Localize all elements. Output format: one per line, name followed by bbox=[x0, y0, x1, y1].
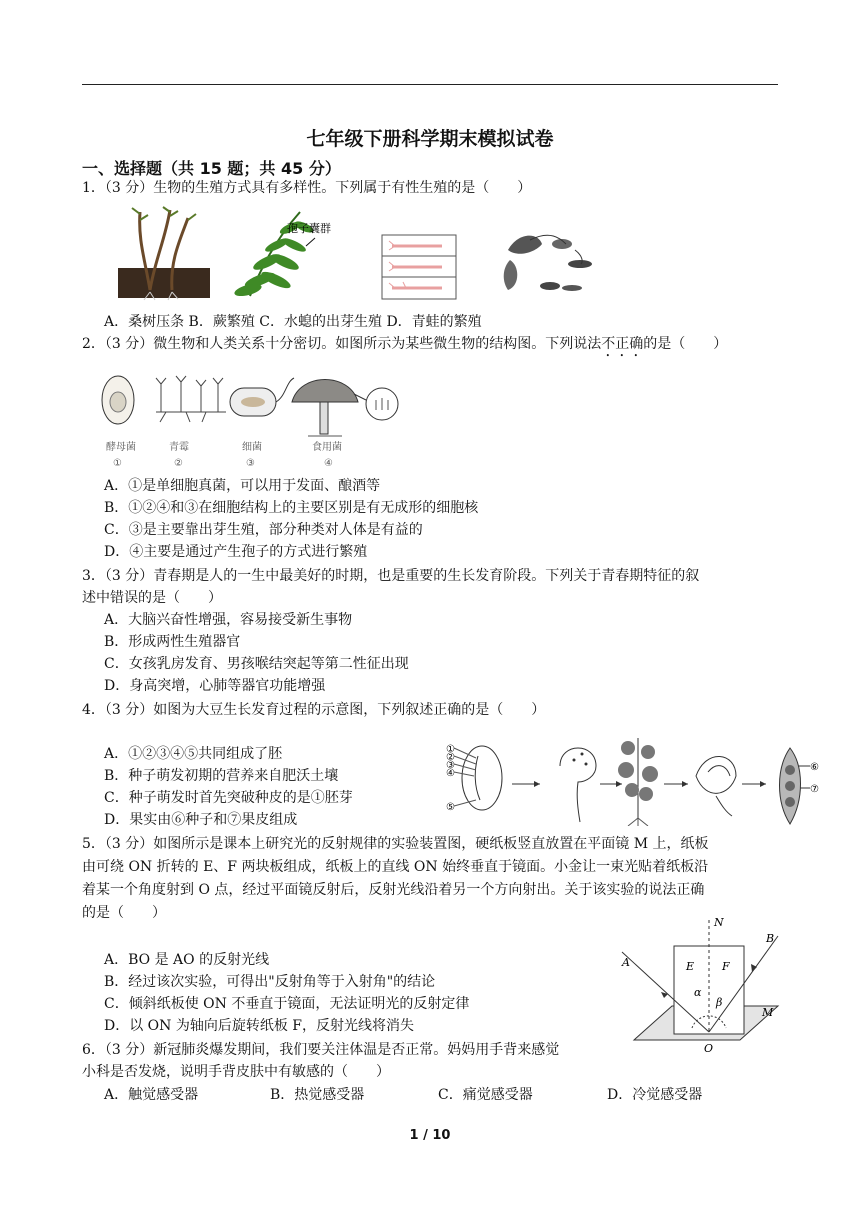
q4-option-d: D．果实由⑥种子和⑦果皮组成 bbox=[104, 812, 298, 828]
num-2: ② bbox=[174, 458, 183, 469]
svg-text:N: N bbox=[714, 916, 724, 929]
svg-text:①: ① bbox=[446, 744, 455, 755]
q2-emphasis: 不正确 bbox=[601, 336, 644, 352]
num-3: ③ bbox=[246, 458, 255, 469]
q3-option-a: A．大脑兴奋性增强，容易接受新生事物 bbox=[104, 612, 353, 628]
q6-stem-line2: 小科是否发烧，说明手背皮肤中有敏感的（ ） bbox=[82, 1064, 390, 1080]
svg-text:B: B bbox=[766, 932, 775, 945]
q2-option-c: C．③是主要靠出芽生殖，部分种类对人体是有益的 bbox=[104, 522, 423, 538]
caption-bacterium: 细菌 bbox=[242, 442, 262, 453]
q3-option-b: B．形成两性生殖器官 bbox=[104, 634, 241, 650]
soybean-seed-image bbox=[446, 744, 502, 813]
q5-stem-line2: 由可绕 ON 折转的 E、F 两块板组成，纸板上的直线 ON 始终垂直于镜面。小金让一束光贴着纸板沿 bbox=[82, 859, 709, 875]
spore-cluster-label: 孢子囊群 bbox=[287, 222, 331, 235]
hydra-budding-image bbox=[382, 235, 456, 299]
q4-option-b: B．种子萌发初期的营养来自肥沃土壤 bbox=[104, 768, 339, 784]
caption-yeast: 酵母菌 bbox=[106, 442, 136, 453]
pod-image bbox=[780, 748, 820, 824]
q5-option-a: A．BO 是 AO 的反射光线 bbox=[104, 952, 270, 968]
germination-image bbox=[560, 748, 596, 822]
q1-stem: 1．（3 分）生物的生殖方式具有多样性。下列属于有性生殖的是（ ） bbox=[82, 180, 532, 196]
svg-text:⑦: ⑦ bbox=[810, 784, 819, 795]
mushroom-image bbox=[292, 380, 398, 437]
q4-stem: 4．（3 分）如图为大豆生长发育过程的示意图，下列叙述正确的是（ ） bbox=[82, 702, 546, 718]
mulberry-layering-image bbox=[118, 207, 210, 300]
frog-lifecycle-image bbox=[504, 235, 592, 291]
penicillium-image bbox=[156, 376, 226, 422]
svg-text:M: M bbox=[762, 1006, 774, 1019]
q1-options: A．桑树压条 B．蕨繁殖 C．水螅的出芽生殖 D．青蛙的繁殖 bbox=[104, 314, 482, 330]
q6-option-d: D．冷觉感受器 bbox=[607, 1087, 703, 1103]
q2-option-d: D．④主要是通过产生孢子的方式进行繁殖 bbox=[104, 544, 368, 560]
fern-image bbox=[233, 212, 331, 298]
yeast-image bbox=[102, 376, 134, 424]
q2-microbe-figure bbox=[96, 366, 406, 472]
q3-option-d: D．身高突增，心肺等器官功能增强 bbox=[104, 678, 326, 694]
q3-option-c: C．女孩乳房发育、男孩喉结突起等第二性征出现 bbox=[104, 656, 409, 672]
bacterium-image bbox=[230, 378, 294, 416]
q6-option-b: B．热觉感受器 bbox=[270, 1087, 365, 1103]
q5-option-c: C．倾斜纸板使 ON 不垂直于镜面，无法证明光的反射定律 bbox=[104, 996, 470, 1012]
svg-text:A: A bbox=[622, 956, 630, 969]
q3-stem-line2: 述中错误的是（ ） bbox=[82, 590, 222, 606]
svg-text:②: ② bbox=[446, 752, 455, 763]
header-rule bbox=[82, 84, 778, 85]
q5-option-b: B．经过该次实验，可得出"反射角等于入射角"的结论 bbox=[104, 974, 436, 990]
exam-title: 七年级下册科学期末模拟试卷 bbox=[306, 128, 554, 150]
svg-text:α: α bbox=[694, 986, 702, 999]
num-4: ④ bbox=[324, 458, 333, 469]
q2-option-b: B．①②④和③在细胞结构上的主要区别是有无成形的细胞核 bbox=[104, 500, 479, 516]
q1-figures bbox=[110, 200, 610, 304]
svg-text:O: O bbox=[704, 1042, 714, 1055]
soybean-plant-image bbox=[618, 738, 658, 826]
svg-text:F: F bbox=[722, 960, 730, 973]
svg-text:E: E bbox=[686, 960, 695, 973]
page-number: 1 / 10 bbox=[409, 1128, 451, 1143]
caption-mushroom: 食用菌 bbox=[312, 442, 342, 453]
num-1: ① bbox=[113, 458, 122, 469]
flower-image bbox=[696, 756, 736, 816]
q4-option-a: A．①②③④⑤共同组成了胚 bbox=[104, 746, 283, 762]
svg-text:③: ③ bbox=[446, 760, 455, 771]
section-heading: 一、选择题（共 15 题；共 45 分） bbox=[82, 159, 341, 178]
q5-reflection-figure bbox=[612, 912, 782, 1060]
q5-option-d: D．以 ON 为轴向后旋转纸板 F，反射光线将消失 bbox=[104, 1018, 415, 1034]
q6-stem-line1: 6．（3 分）新冠肺炎爆发期间，我们要关注体温是否正常。妈妈用手背来感觉 bbox=[82, 1042, 560, 1058]
q6-option-a: A．触觉感受器 bbox=[104, 1087, 199, 1103]
q5-stem-line1: 5．（3 分）如图所示是课本上研究光的反射规律的实验装置图，硬纸板竖直放置在平面镜 M 上，纸板 bbox=[82, 836, 709, 852]
svg-text:④: ④ bbox=[446, 768, 455, 779]
caption-penicillium: 青霉 bbox=[169, 442, 189, 453]
q4-option-c: C．种子萌发时首先突破种皮的是①胚芽 bbox=[104, 790, 353, 806]
q3-stem-line1: 3．（3 分）青春期是人的一生中最美好的时期，也是重要的生长发育阶段。下列关于青春期特征的叙 bbox=[82, 568, 700, 584]
q5-stem-line4: 的是（ ） bbox=[82, 905, 166, 921]
q2-option-a: A．①是单细胞真菌，可以用于发面、酿酒等 bbox=[104, 478, 381, 494]
svg-text:⑥: ⑥ bbox=[810, 762, 819, 773]
q2-stem: 2．（3 分）微生物和人类关系十分密切。如图所示为某些微生物的结构图。下列说法不正确的是（ ） bbox=[82, 336, 728, 352]
svg-text:⑤: ⑤ bbox=[446, 802, 455, 813]
q4-soybean-figure bbox=[442, 726, 828, 826]
q5-stem-line3: 着某一个角度射到 O 点，经过平面镜反射后，反射光线沿着另一个方向射出。关于该实验的说法正确 bbox=[82, 882, 705, 898]
svg-text:β: β bbox=[716, 996, 723, 1009]
q6-option-c: C．痛觉感受器 bbox=[438, 1087, 533, 1103]
